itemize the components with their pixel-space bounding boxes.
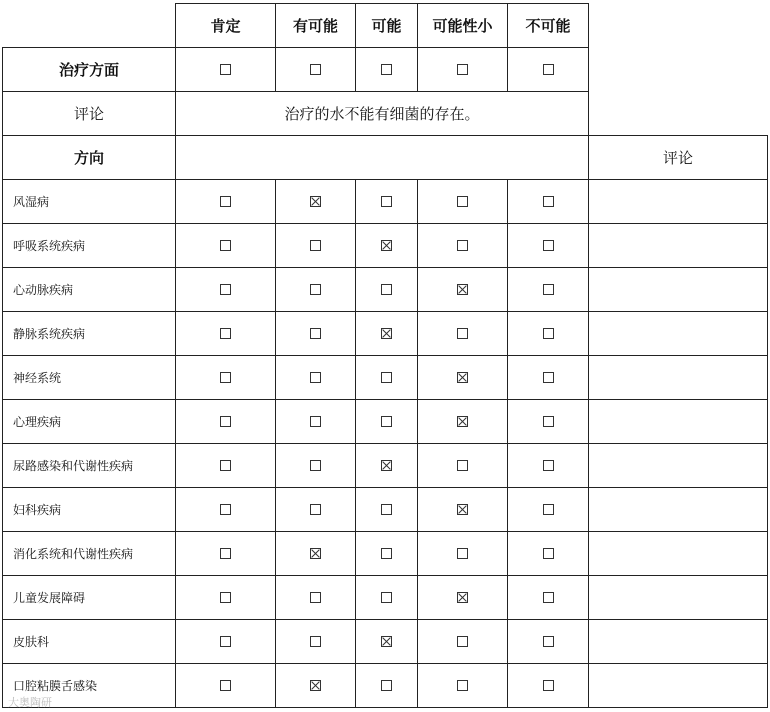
row-label-text: 静脉系统疾病 [13, 327, 86, 341]
checkbox[interactable] [220, 372, 231, 383]
row-2-cell-2 [355, 267, 418, 312]
row-3-cell-3 [417, 311, 508, 356]
row-3-cell-0 [175, 311, 276, 356]
row-comment-cell [588, 399, 768, 444]
row-8-cell-3 [417, 531, 508, 576]
row-3-cell-1 [275, 311, 356, 356]
row-1-cell-2 [355, 223, 418, 268]
row-1-cell-4 [507, 223, 589, 268]
checkbox[interactable] [310, 504, 321, 515]
row-11-cell-4 [507, 663, 589, 708]
row-4-cell-4 [507, 355, 589, 400]
row-9-cell-3 [417, 575, 508, 620]
checkbox[interactable] [381, 284, 392, 295]
checkbox[interactable] [381, 64, 392, 75]
col-header-certain [175, 3, 276, 48]
row-5-cell-0 [175, 399, 276, 444]
checkbox[interactable] [310, 372, 321, 383]
checkbox-checked[interactable] [457, 284, 468, 295]
checkbox[interactable] [310, 592, 321, 603]
checkbox[interactable] [381, 416, 392, 427]
checkbox[interactable] [310, 284, 321, 295]
row-label [2, 311, 176, 356]
row-label-text: 心理疾病 [13, 415, 62, 429]
checkbox[interactable] [543, 284, 554, 295]
row-11-cell-0 [175, 663, 276, 708]
row-0-cell-2 [355, 179, 418, 224]
direction-header-text: 方向 [73, 149, 104, 167]
checkbox-checked[interactable] [310, 680, 321, 691]
row-10-cell-3 [417, 619, 508, 664]
row-label-text: 风湿病 [13, 195, 50, 209]
row-3-cell-2 [355, 311, 418, 356]
checkbox[interactable] [220, 636, 231, 647]
row-9-cell-2 [355, 575, 418, 620]
checkbox[interactable] [381, 196, 392, 207]
row-comment-cell [588, 179, 768, 224]
row-7-cell-4 [507, 487, 589, 532]
checkbox-checked[interactable] [381, 460, 392, 471]
treatment-cell-3 [417, 47, 508, 92]
row-label [2, 355, 176, 400]
row-comment-cell [588, 311, 768, 356]
checkbox[interactable] [381, 592, 392, 603]
row-label [2, 399, 176, 444]
row-label-text: 消化系统和代谢性疾病 [13, 547, 134, 561]
row-comment-cell [588, 619, 768, 664]
row-2-cell-0 [175, 267, 276, 312]
checkbox[interactable] [457, 196, 468, 207]
row-11-cell-3 [417, 663, 508, 708]
direction-header-label [2, 135, 176, 180]
row-label-text: 皮肤科 [13, 635, 50, 649]
checkbox[interactable] [457, 460, 468, 471]
row-comment-cell [588, 223, 768, 268]
checkbox[interactable] [220, 240, 231, 251]
row-label [2, 267, 176, 312]
comment-text: 治疗的水不能有细菌的存在。 [284, 105, 480, 123]
row-label-text: 妇科疾病 [13, 503, 62, 517]
col-header-label: 不可能 [525, 17, 571, 35]
checkbox-checked[interactable] [381, 328, 392, 339]
row-label-text: 口腔粘膜舌感染 [13, 679, 98, 693]
row-4-cell-1 [275, 355, 356, 400]
checkbox[interactable] [543, 504, 554, 515]
row-5-cell-1 [275, 399, 356, 444]
row-4-cell-2 [355, 355, 418, 400]
col-header-label: 肯定 [210, 17, 241, 35]
row-10-cell-4 [507, 619, 589, 664]
row-label [2, 531, 176, 576]
checkbox[interactable] [220, 548, 231, 559]
checkbox[interactable] [543, 636, 554, 647]
checkbox[interactable] [543, 64, 554, 75]
row-0-cell-0 [175, 179, 276, 224]
direction-comment-header-text: 评论 [662, 149, 693, 167]
treatment-cell-4 [507, 47, 589, 92]
checkbox[interactable] [457, 548, 468, 559]
checkbox[interactable] [457, 636, 468, 647]
treatment-cell-2 [355, 47, 418, 92]
checkbox[interactable] [220, 328, 231, 339]
col-header-label: 可能 [371, 17, 402, 35]
row-label [2, 443, 176, 488]
direction-comment-header [588, 135, 768, 180]
checkbox[interactable] [220, 416, 231, 427]
row-3-cell-4 [507, 311, 589, 356]
comment-row-label-text: 评论 [73, 105, 104, 123]
row-6-cell-3 [417, 443, 508, 488]
row-7-cell-2 [355, 487, 418, 532]
row-comment-cell [588, 575, 768, 620]
treatment-cell-0 [175, 47, 276, 92]
row-label [2, 223, 176, 268]
checkbox[interactable] [381, 504, 392, 515]
row-comment-cell [588, 443, 768, 488]
checkbox-checked[interactable] [381, 636, 392, 647]
row-9-cell-0 [175, 575, 276, 620]
checkbox[interactable] [220, 680, 231, 691]
row-1-cell-1 [275, 223, 356, 268]
row-label-text: 神经系统 [13, 371, 62, 385]
row-10-cell-0 [175, 619, 276, 664]
treatment-cell-1 [275, 47, 356, 92]
checkbox[interactable] [310, 416, 321, 427]
row-10-cell-2 [355, 619, 418, 664]
col-header-possible-high [275, 3, 356, 48]
col-header-label: 有可能 [292, 17, 338, 35]
row-comment-cell [588, 267, 768, 312]
row-0-cell-3 [417, 179, 508, 224]
checkbox[interactable] [220, 284, 231, 295]
checkbox[interactable] [543, 196, 554, 207]
checkbox[interactable] [381, 680, 392, 691]
treatment-label-text: 治疗方面 [58, 61, 119, 79]
row-8-cell-4 [507, 531, 589, 576]
row-6-cell-1 [275, 443, 356, 488]
row-7-cell-3 [417, 487, 508, 532]
row-9-cell-4 [507, 575, 589, 620]
comment-row-label [2, 91, 176, 136]
col-header-label: 可能性小 [432, 17, 493, 35]
checkbox[interactable] [381, 372, 392, 383]
checkbox[interactable] [310, 460, 321, 471]
checkbox[interactable] [543, 328, 554, 339]
row-11-cell-2 [355, 663, 418, 708]
checkbox[interactable] [457, 680, 468, 691]
row-comment-cell [588, 487, 768, 532]
row-comment-cell [588, 355, 768, 400]
checkbox[interactable] [310, 636, 321, 647]
row-label-text: 尿路感染和代谢性疾病 [13, 459, 134, 473]
row-4-cell-3 [417, 355, 508, 400]
row-6-cell-0 [175, 443, 276, 488]
row-9-cell-1 [275, 575, 356, 620]
checkbox[interactable] [310, 64, 321, 75]
checkbox[interactable] [457, 64, 468, 75]
row-1-cell-0 [175, 223, 276, 268]
comment-row-text [175, 91, 589, 136]
row-label [2, 487, 176, 532]
row-label [2, 179, 176, 224]
col-header-possible [355, 3, 418, 48]
row-2-cell-4 [507, 267, 589, 312]
checkbox[interactable] [220, 196, 231, 207]
watermark: 大奥陶研 [8, 696, 52, 709]
row-label [2, 619, 176, 664]
checkbox-checked[interactable] [457, 416, 468, 427]
checkbox[interactable] [220, 64, 231, 75]
checkbox[interactable] [543, 592, 554, 603]
row-label-text: 心动脉疾病 [13, 283, 74, 297]
direction-header-blank [175, 135, 589, 180]
checkbox-checked[interactable] [310, 548, 321, 559]
row-8-cell-2 [355, 531, 418, 576]
checkbox-checked[interactable] [381, 240, 392, 251]
row-comment-cell [588, 663, 768, 708]
checkbox[interactable] [543, 460, 554, 471]
col-header-impossible [507, 3, 589, 48]
row-0-cell-4 [507, 179, 589, 224]
checkbox[interactable] [543, 240, 554, 251]
row-2-cell-3 [417, 267, 508, 312]
checkbox[interactable] [310, 328, 321, 339]
checkbox[interactable] [220, 504, 231, 515]
row-comment-cell [588, 531, 768, 576]
checkbox[interactable] [543, 680, 554, 691]
row-7-cell-1 [275, 487, 356, 532]
row-5-cell-3 [417, 399, 508, 444]
checkbox[interactable] [543, 416, 554, 427]
checkbox[interactable] [220, 592, 231, 603]
checkbox[interactable] [457, 240, 468, 251]
row-1-cell-3 [417, 223, 508, 268]
checkbox[interactable] [220, 460, 231, 471]
checkbox-checked[interactable] [457, 504, 468, 515]
row-5-cell-2 [355, 399, 418, 444]
row-6-cell-2 [355, 443, 418, 488]
col-header-unlikely [417, 3, 508, 48]
row-7-cell-0 [175, 487, 276, 532]
row-8-cell-1 [275, 531, 356, 576]
checkbox-checked[interactable] [457, 372, 468, 383]
row-5-cell-4 [507, 399, 589, 444]
checkbox-checked[interactable] [310, 196, 321, 207]
checkbox[interactable] [310, 240, 321, 251]
row-10-cell-1 [275, 619, 356, 664]
checkbox[interactable] [543, 548, 554, 559]
checkbox[interactable] [543, 372, 554, 383]
checkbox[interactable] [457, 328, 468, 339]
row-0-cell-1 [275, 179, 356, 224]
row-2-cell-1 [275, 267, 356, 312]
row-label-text: 儿童发展障碍 [13, 591, 86, 605]
row-4-cell-0 [175, 355, 276, 400]
checkbox[interactable] [381, 548, 392, 559]
row-label [2, 575, 176, 620]
treatment-label [2, 47, 176, 92]
row-6-cell-4 [507, 443, 589, 488]
row-8-cell-0 [175, 531, 276, 576]
checkbox-checked[interactable] [457, 592, 468, 603]
row-11-cell-1 [275, 663, 356, 708]
row-label-text: 呼吸系统疾病 [13, 239, 86, 253]
